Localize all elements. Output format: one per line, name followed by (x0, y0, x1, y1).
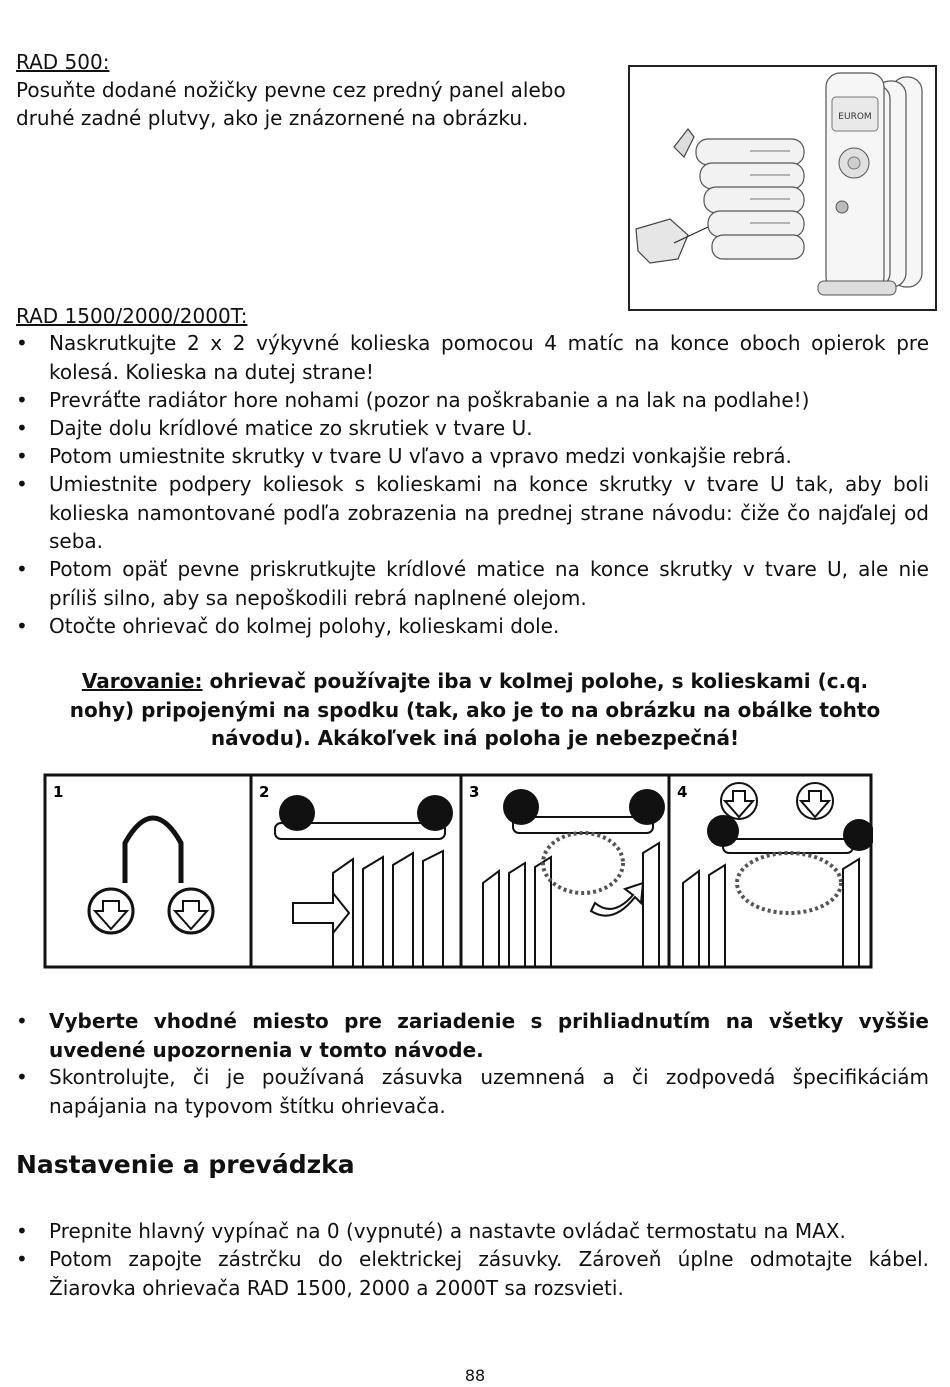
warning-line3: návodu). Akákoľvek iná poloha je nebezpečná! (210, 726, 740, 750)
placement-bullet: Vyberte vhodné miesto pre zariadenie s prihliadnutím na všetky vyššie uvedené upozornenia v tomto návode. (49, 1009, 929, 1062)
radiator-assembly-figure (628, 65, 937, 311)
step-number-1: 1 (53, 783, 64, 801)
warning-line1: Varovanie: ohrievač používajte iba v kolmej polohe, s kolieskami (c.q. (81, 669, 869, 693)
socket-check-bullet: Skontrolujte, či je používaná zásuvka uzemnená a či zodpovedá špecifikáciám napájania na typovom štítku ohrievača. (49, 1065, 929, 1118)
operation-bullet-2: Potom zapojte zástrčku do elektrickej zásuvky. Zároveň úplne odmotajte kábel. Žiarovka ohrievača RAD 1500, 2000 a 2000T sa rozsvieti. (49, 1247, 929, 1300)
section-title: Nastavenie a prevádzka (16, 1150, 355, 1179)
rad500-text-line2: druhé zadné plutvy, ako je znázornené na obrázku. (16, 106, 529, 130)
rad1500-heading: RAD 1500/2000/2000T: (16, 304, 248, 328)
assembly-steps-figure (43, 773, 873, 969)
warning-line2: nohy) pripojenými na spodku (tak, ako je to na obrázku na obálke tohto (69, 698, 881, 722)
rad1500-bullet-2: Prevráťte radiátor hore nohami (pozor na poškrabanie a na lak na podlahe!) (49, 388, 810, 412)
rad1500-bullet-4: Potom umiestnite skrutky v tvare U vľavo a vpravo medzi vonkajšie rebrá. (49, 444, 792, 468)
rad1500-bullet-7: Otočte ohrievač do kolmej polohy, kolieskami dole. (49, 614, 560, 638)
brand-label: EUROM (838, 112, 872, 122)
rad500-text-line1: Posuňte dodané nožičky pevne cez predný panel alebo (16, 78, 566, 102)
rad1500-bullet-3: Dajte dolu krídlové matice zo skrutiek v tvare U. (49, 416, 533, 440)
operation-bullet-1: Prepnite hlavný vypínač na 0 (vypnuté) a nastavte ovládač termostatu na MAX. (49, 1219, 846, 1243)
warning-label: Varovanie: (81, 669, 203, 693)
rad1500-bullet-5: Umiestnite podpery koliesok s kolieskami na konce skrutky v tvare U tak, aby boli kolieska namontované podľa zobrazenia na prednej strane návodu: čiže čo najďalej od seba. (49, 472, 929, 553)
rad500-heading: RAD 500: (16, 50, 110, 74)
step-number-4: 4 (677, 783, 688, 801)
rad1500-bullet-1: Naskrutkujte 2 x 2 výkyvné kolieska pomocou 4 matíc na konce oboch opierok pre kolesá. Kolieska na dutej strane! (49, 331, 929, 384)
rad1500-bullet-6: Potom opäť pevne priskrutkujte krídlové matice na konce skrutky v tvare U, ale nie príliš silno, aby sa nepoškodili rebrá naplnené olejom. (49, 557, 929, 610)
radiator-illustration (630, 67, 935, 309)
page-number: 88 (464, 1366, 486, 1385)
step-number-3: 3 (469, 783, 480, 801)
step-number-2: 2 (259, 783, 270, 801)
